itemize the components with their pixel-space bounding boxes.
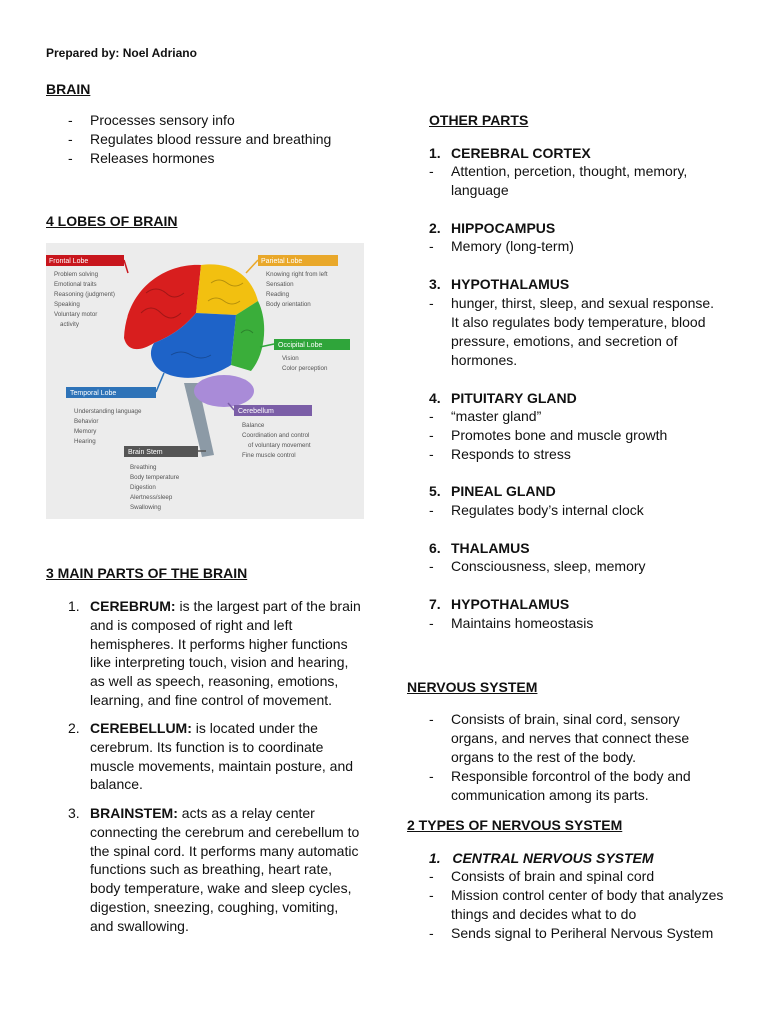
other-part-title: 7. HYPOTHALAMUS	[429, 596, 570, 612]
temporal-label: Temporal Lobe	[70, 390, 117, 397]
frontal-item: Emotional traits	[54, 281, 97, 288]
frontal-item: Speaking	[54, 301, 80, 308]
main-part-item: 2. CEREBELLUM: is located under the cerebrum. Its function is to coordinate muscle movements, maintain posture, and balance.	[68, 720, 354, 793]
other-part-points	[429, 407, 668, 464]
types-heading: 2 TYPES OF NERVOUS SYSTEM	[407, 817, 623, 833]
list-item: - Responsible forcontrol of the body and communication among its parts.	[429, 768, 691, 803]
brain-heading: BRAIN	[46, 81, 91, 97]
item-number: 2.	[68, 720, 80, 736]
temporal-item: Behavior	[74, 418, 99, 425]
parietal-item: Reading	[266, 291, 290, 298]
item-term: CEREBRUM:	[90, 598, 176, 614]
list-item: - Consists of brain, sinal cord, sensory organs, and nerves that connect these organs to the rest of the body.	[429, 711, 690, 765]
cerebellum-item: Coordination and control	[242, 432, 310, 439]
temporal-item: Hearing	[74, 438, 96, 445]
list-item: - Maintains homeostasis	[429, 615, 594, 631]
prepared-by: Prepared by: Noel Adriano	[46, 46, 197, 60]
list-item: - Regulates body’s internal clock	[429, 502, 644, 518]
cerebellum-item: Fine muscle control	[242, 452, 296, 459]
list-item: - Mission control center of body that analyzes things and decides what to do	[429, 887, 724, 922]
other-part-title: 3. HYPOTHALAMUS	[429, 276, 570, 292]
list-item: - “master gland”	[429, 408, 542, 424]
occipital-item: Vision	[282, 355, 299, 362]
item-term: BRAINSTEM:	[90, 805, 178, 821]
item-term: CEREBELLUM:	[90, 720, 192, 736]
main-part-item: 1. CEREBRUM: is the largest part of the brain and is composed of right and left hemispheres. It performs higher functions like interpreting touch, vision and hearing, as well as speech, reasoning, emotions, learning, and fine control of movement.	[68, 598, 361, 708]
brainstem-item: Swallowing	[130, 504, 161, 511]
list-item: - Promotes bone and muscle growth	[429, 427, 668, 443]
cns-title: 1. CENTRAL NERVOUS SYSTEM	[429, 850, 654, 866]
other-part-points	[429, 501, 644, 520]
brainstem-item: Breathing	[130, 464, 157, 471]
brainstem-label: Brain Stem	[128, 449, 163, 456]
occipital-label: Occipital Lobe	[278, 342, 323, 349]
brain-list	[68, 111, 332, 168]
nervous-heading: NERVOUS SYSTEM	[407, 679, 538, 695]
other-part-points	[429, 237, 574, 256]
list-item: - Attention, percetion, thought, memory, language	[429, 163, 688, 198]
item-number: 3.	[68, 805, 80, 821]
frontal-label: Frontal Lobe	[49, 258, 89, 265]
other-part-points	[429, 614, 594, 633]
occipital-item: Color perception	[282, 365, 328, 372]
main-part-item: 3. BRAINSTEM: acts as a relay center connecting the cerebrum and cerebellum to the spinal cord. It performs many automatic functions such as breathing, heart rate, body temperature, wake and sleep cycles, digestion, sneezing, coughing, vomiting, and swallowing.	[68, 805, 360, 934]
list-item: - Consciousness, sleep, memory	[429, 558, 646, 574]
parietal-label: Parietal Lobe	[261, 258, 303, 265]
parietal-item: Sensation	[266, 281, 294, 288]
brain-lobes-figure	[46, 243, 364, 519]
item-number: 1.	[68, 598, 80, 614]
parietal-item: Body orientation	[266, 301, 311, 308]
other-part-title: 4. PITUITARY GLAND	[429, 390, 577, 406]
temporal-item: Understanding language	[74, 408, 142, 415]
frontal-item: Reasoning (judgment)	[54, 291, 115, 298]
frontal-item: Problem solving	[54, 271, 99, 278]
brainstem-item: Digestion	[130, 484, 156, 491]
other-part-points	[429, 294, 715, 370]
list-item: - Regulates blood ressure and breathing	[68, 131, 332, 147]
cns-points	[429, 867, 724, 943]
list-item: - Processes sensory info	[68, 112, 235, 128]
cerebellum-label: Cerebellum	[238, 408, 274, 415]
brain-diagram	[46, 243, 364, 519]
other-part-title: 5. PINEAL GLAND	[429, 483, 556, 499]
brainstem-item: Alertness/sleep	[130, 494, 173, 501]
cerebellum-item: Balance	[242, 422, 265, 429]
list-item: - hunger, thirst, sleep, and sexual response. It also regulates body temperature, blood pressure, emotions, and secretion of hormones.	[429, 295, 715, 368]
nervous-points	[429, 710, 691, 805]
list-item: - Releases hormones	[68, 150, 215, 166]
list-item: - Memory (long-term)	[429, 238, 574, 254]
other-part-points	[429, 557, 646, 576]
list-item: - Responds to stress	[429, 446, 571, 462]
cerebellum-item: of voluntary movement	[248, 442, 311, 449]
cerebellum-shape	[194, 375, 254, 407]
other-part-title: 6. THALAMUS	[429, 540, 530, 556]
lobes-heading: 4 LOBES OF BRAIN	[46, 213, 178, 229]
frontal-item: Voluntary motor	[54, 311, 98, 318]
parietal-item: Knowing right from left	[266, 271, 328, 278]
list-item: - Consists of brain and spinal cord	[429, 868, 655, 884]
brainstem-item: Body temperature	[130, 474, 180, 481]
other-parts-heading: OTHER PARTS	[429, 112, 529, 128]
main-parts-heading: 3 MAIN PARTS OF THE BRAIN	[46, 565, 248, 581]
other-part-title: 1. CEREBRAL CORTEX	[429, 145, 591, 161]
frontal-item: activity	[60, 321, 79, 328]
list-item: - Sends signal to Periheral Nervous System	[429, 925, 714, 941]
other-part-points	[429, 162, 688, 200]
temporal-item: Memory	[74, 428, 97, 435]
other-part-title: 2. HIPPOCAMPUS	[429, 220, 556, 236]
